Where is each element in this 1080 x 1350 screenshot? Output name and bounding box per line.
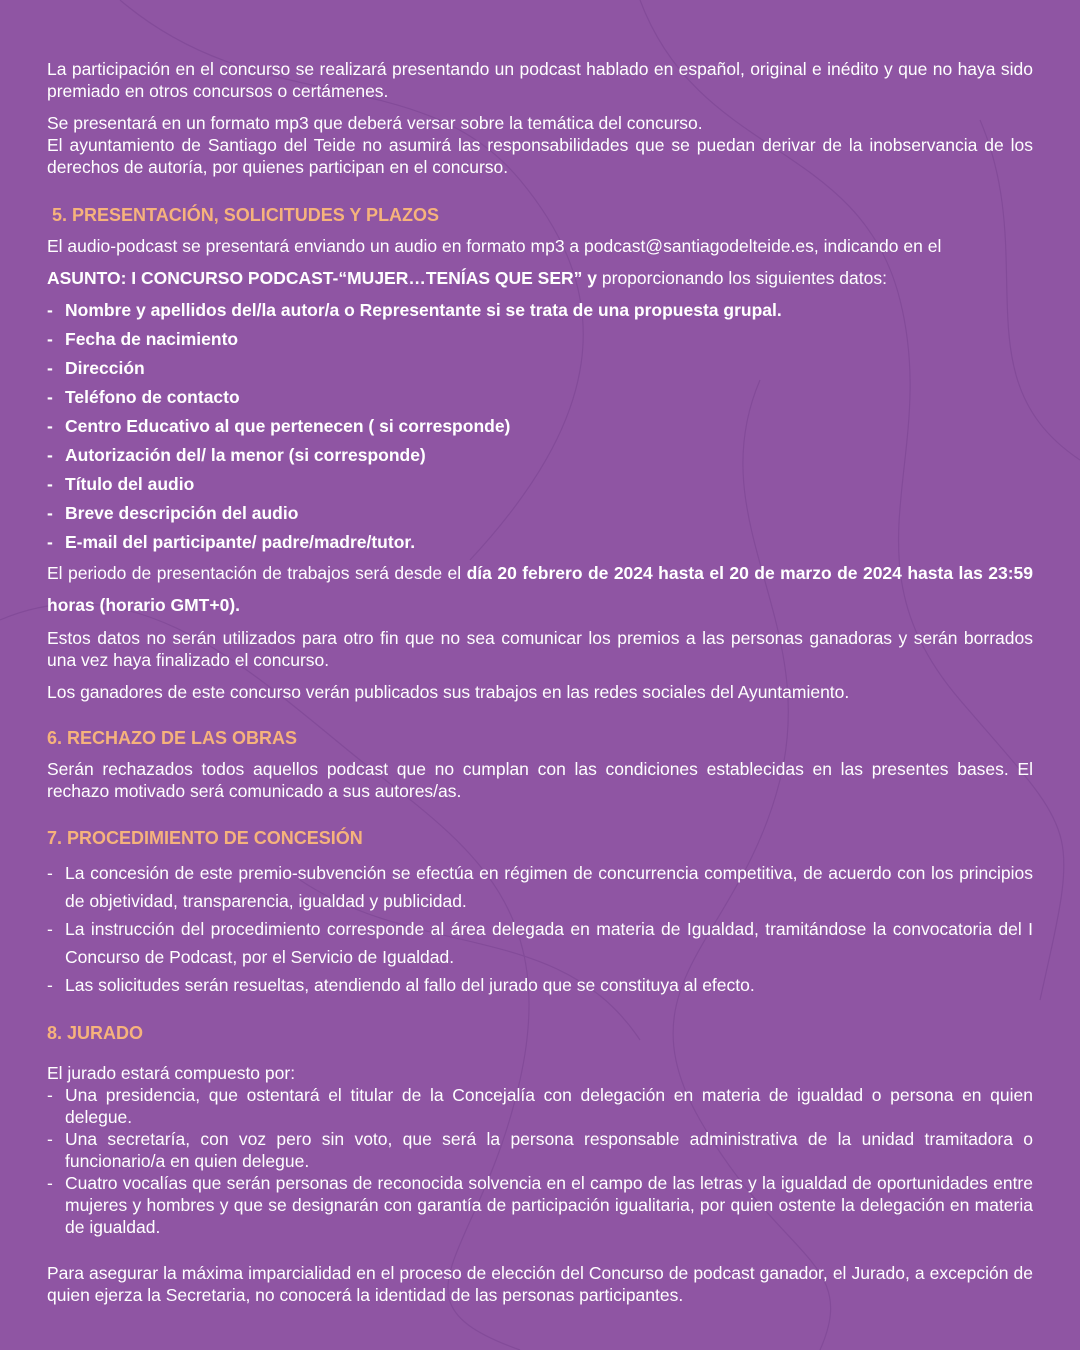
list-item: - E-mail del participante/ padre/madre/tutor. — [47, 528, 1033, 557]
section-5-paragraph-1 — [47, 230, 1033, 294]
section-6-paragraph-1: Serán rechazados todos aquellos podcast que no cumplan con las condiciones establecidas en las presentes bases. El rechazo motivado será comunicado a sus autores/as. — [47, 759, 1033, 801]
section-6-heading: 6. RECHAZO DE LAS OBRAS — [47, 728, 298, 748]
list-item: - Breve descripción del audio — [47, 499, 1033, 528]
section-5-paragraph-1-text: El audio-podcast se presentará enviando un audio en formato mp3 a podcast@santiagodelteide.es, indicando en el — [47, 236, 942, 256]
intro-paragraph-1: La participación en el concurso se realizará presentando un podcast hablado en español, original e inédito y que no haya sido premiado en otros concursos o certámenes. — [47, 59, 1033, 101]
section-5-period-dates: día 20 febrero de 2024 hasta el 20 de marzo de 2024 hasta las 23:59 horas (horario GMT+0). — [47, 563, 1034, 615]
section-8-list — [47, 1084, 1033, 1238]
list-item: - Las solicitudes serán resueltas, atendiendo al fallo del jurado que se constituya al efecto. — [47, 971, 1033, 999]
section-5-paragraph-1-rest: proporcionando los siguientes datos: — [597, 268, 887, 288]
section-5-data-list — [47, 296, 1033, 557]
list-item: - Título del audio — [47, 470, 1033, 499]
list-item: - Teléfono de contacto — [47, 383, 1033, 412]
list-item: - Fecha de nacimiento — [47, 325, 1033, 354]
list-item: - Una presidencia, que ostentará el titular de la Concejalía con delegación en materia de igualdad o persona en quien delegue. — [47, 1084, 1033, 1128]
document-body — [47, 58, 1033, 1306]
list-item: - Una secretaría, con voz pero sin voto, que será la persona responsable administrativa de la unidad tramitadora o funcionario/a en quien delegue. — [47, 1128, 1033, 1172]
list-item: - La instrucción del procedimiento corresponde al área delegada en materia de Igualdad, tramitándose la convocatoria del I Concurso de Podcast, por el Servicio de Igualdad. — [47, 915, 1033, 971]
list-item: - Nombre y apellidos del/la autor/a o Representante si se trata de una propuesta grupal. — [47, 296, 1033, 325]
section-5-heading: 5. PRESENTACIÓN, SOLICITUDES Y PLAZOS — [52, 205, 440, 225]
intro-paragraph-2a: Se presentará en un formato mp3 que deberá versar sobre la temática del concurso. — [47, 113, 703, 133]
section-5-subject: ASUNTO: I CONCURSO PODCAST-“MUJER…TENÍAS QUE SER” y — [47, 268, 598, 288]
section-5-paragraph-3: Estos datos no serán utilizados para otro fin que no sea comunicar los premios a las personas ganadoras y serán borrados una vez haya finalizado el concurso. — [47, 628, 1033, 670]
section-8-heading: 8. JURADO — [47, 1023, 144, 1043]
list-item: - Autorización del/ la menor (si corresponde) — [47, 441, 1033, 470]
list-item: - Dirección — [47, 354, 1033, 383]
section-8-intro: El jurado estará compuesto por: — [47, 1063, 296, 1083]
section-5-period — [47, 557, 1033, 621]
list-item: - Centro Educativo al que pertenecen ( si corresponde) — [47, 412, 1033, 441]
section-7-list — [47, 859, 1033, 999]
section-5-paragraph-4: Los ganadores de este concurso verán publicados sus trabajos en las redes sociales del Ayuntamiento. — [47, 682, 850, 702]
section-7-heading: 7. PROCEDIMIENTO DE CONCESIÓN — [47, 828, 363, 848]
list-item: - La concesión de este premio-subvención se efectúa en régimen de concurrencia competitiva, de acuerdo con los principios de objetividad, transparencia, igualdad y publicidad. — [47, 859, 1033, 915]
intro-paragraph-2b: El ayuntamiento de Santiago del Teide no asumirá las responsabilidades que se puedan derivar de la inobservancia de los derechos de autoría, por quienes participan en el concurso. — [47, 135, 1033, 177]
section-5-period-text: El periodo de presentación de trabajos será desde el — [47, 563, 467, 583]
list-item: - Cuatro vocalías que serán personas de reconocida solvencia en el campo de las letras y la igualdad de oportunidades entre mujeres y hombres y que se designarán con garantía de participación igualitaria, por quien ostente la delegación en materia de igualdad. — [47, 1172, 1033, 1238]
section-8-closing: Para asegurar la máxima imparcialidad en el proceso de elección del Concurso de podcast ganador, el Jurado, a excepción de quien ejerza la Secretaria, no conocerá la identidad de las personas participantes. — [47, 1263, 1033, 1305]
